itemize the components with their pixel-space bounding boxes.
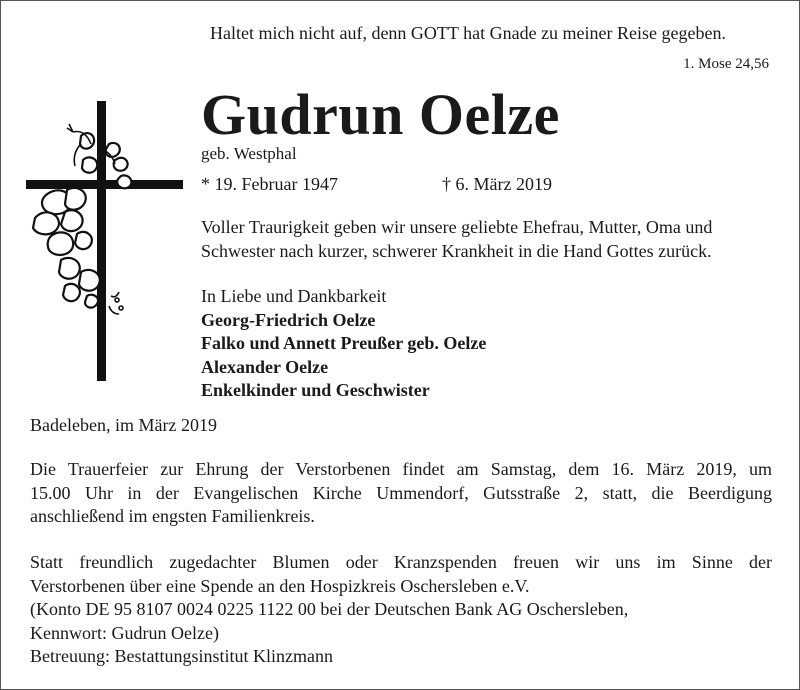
mourner-name: Georg-Friedrich Oelze: [201, 309, 376, 330]
mourner-name: Alexander Oelze: [201, 356, 329, 377]
undertaker-line: Betreuung: Bestattungsinstitut Klinzmann: [30, 646, 333, 666]
funeral-line: anschließend im engsten Familienkreis.: [30, 506, 315, 526]
mourner-name: Falko und Annett Preußer geb. Oelze: [201, 333, 487, 353]
place-date: Badeleben, im März 2019: [30, 415, 217, 435]
maiden-name: geb. Westphal: [201, 144, 297, 163]
bible-quote: Haltet mich nicht auf, denn GOTT hat Gnade zu meiner Reise gegeben.: [210, 23, 726, 43]
announcement-line: Schwester nach kurzer, schwerer Krankheit in die Hand Gottes zurück.: [201, 240, 712, 261]
donation-paragraph: [30, 551, 772, 669]
funeral-line: 15.00 Uhr in der Evangelischen Kirche Ummendorf, Gutsstraße 2, statt, die Beerdigung: [30, 482, 772, 503]
birth-date: * 19. Februar 1947: [201, 174, 338, 194]
donation-line: (Konto DE 95 8107 0024 0225 1122 00 bei der Deutschen Bank AG Oschersleben,: [30, 599, 629, 619]
donation-line: Kennwort: Gudrun Oelze): [30, 622, 219, 643]
death-date: † 6. März 2019: [442, 174, 552, 194]
donation-line: Statt freundlich zugedachter Blumen oder Kranzspenden freuen wir uns im Sinne der: [30, 552, 772, 572]
funeral-line: Die Trauerfeier zur Ehrung der Verstorbenen findet am Samstag, dem 16. März 2019, um: [30, 459, 772, 479]
announcement-line: Voller Traurigkeit geben wir unsere geliebte Ehefrau, Mutter, Oma und: [201, 217, 713, 237]
bible-quote-source: 1. Mose 24,56: [683, 56, 769, 72]
funeral-paragraph: [30, 458, 772, 529]
donation-line: Verstorbenen über eine Spende an den Hospizkreis Oschersleben e.V.: [30, 575, 530, 596]
deceased-name: Gudrun Oelze: [201, 82, 560, 147]
mourners-intro: In Liebe und Dankbarkeit: [201, 286, 387, 306]
cross-with-flowers-icon: [21, 96, 191, 386]
mourner-name: Enkelkinder und Geschwister: [201, 380, 430, 400]
announcement-paragraph: [201, 216, 712, 263]
mourners-list: [201, 285, 486, 403]
